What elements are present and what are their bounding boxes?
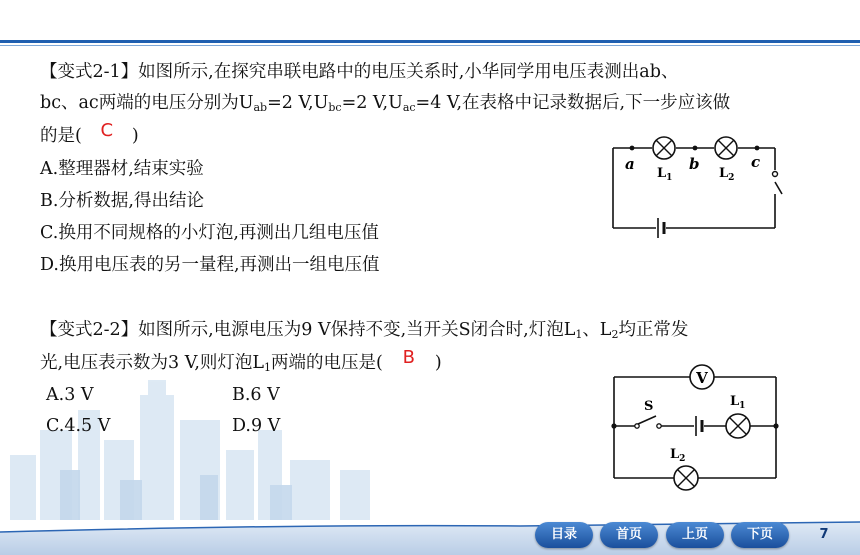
- label-b: b: [689, 155, 700, 173]
- q1-option-b: B.分析数据,得出结论: [40, 191, 204, 211]
- circuit-diagram-2: [604, 360, 790, 495]
- q2-line2-a: 光,电压表示数为3 V,则灯泡L: [40, 353, 265, 373]
- q2-line2-b: 两端的电压是(: [271, 353, 383, 373]
- nav-prev-button[interactable]: 上页: [666, 522, 724, 548]
- voltmeter-icon: [690, 365, 714, 389]
- q1-line2-d: =4 V,在表格中记录数据后,下一步应该做: [415, 93, 731, 113]
- q2-sub-2: 2: [611, 328, 619, 341]
- page-number: 7: [819, 527, 829, 542]
- q1-option-c: C.换用不同规格的小灯泡,再测出几组电压值: [40, 223, 379, 243]
- circuit-diagram-1: [600, 132, 800, 247]
- label-l1: $L_1$: [657, 166, 673, 183]
- nav-next-button[interactable]: 下页: [731, 522, 789, 548]
- label-c: c: [751, 153, 761, 171]
- q1-answer: C: [100, 120, 114, 141]
- q1-line2-a: bc、ac两端的电压分别为U: [40, 93, 254, 113]
- voltmeter-label: V: [696, 369, 708, 387]
- q2-option-a: A.3 V: [46, 385, 94, 405]
- q2-line1-b: 、L: [582, 320, 612, 340]
- q1-line3-a: 的是(: [40, 126, 82, 146]
- nav-home-button[interactable]: 首页: [600, 522, 658, 548]
- q2-option-b: B.6 V: [232, 385, 280, 405]
- q1-line3-b: ): [131, 126, 139, 146]
- nav-contents-button[interactable]: 目录: [535, 522, 593, 548]
- lamp-l2-icon: [715, 137, 737, 159]
- q2-option-c: C.4.5 V: [46, 416, 111, 436]
- lamp-l2-icon: [674, 466, 698, 490]
- q1-line3: [40, 120, 139, 152]
- q2-line1: [40, 315, 688, 346]
- label-a: a: [625, 155, 635, 173]
- q2-line2-c: ): [434, 353, 442, 373]
- q2-sub-1: 1: [575, 328, 583, 341]
- lamp-l1-icon: [726, 414, 750, 438]
- q2-sub-3: 1: [264, 361, 272, 374]
- q2-line1-a: 【变式2-2】如图所示,电源电压为9 V保持不变,当开关S闭合时,灯泡L: [40, 320, 576, 340]
- q2-line2: [40, 347, 442, 379]
- lamp-l1-icon: [653, 137, 675, 159]
- label-s: S: [644, 399, 654, 414]
- q1-line1: 【变式2-1】如图所示,在探究串联电路中的电压关系时,小华同学用电压表测出ab、: [40, 62, 679, 82]
- q1-option-a: A.整理器材,结束实验: [40, 159, 204, 179]
- q1-sub-ac: ac: [402, 101, 416, 114]
- q2-line1-c: 均正常发: [618, 320, 689, 340]
- q2-answer: B: [402, 347, 416, 368]
- label-l2: $L_2$: [719, 166, 735, 183]
- q1-line2-b: =2 V,U: [267, 93, 329, 113]
- q2-option-d: D.9 V: [232, 416, 281, 436]
- label-l1: $L_1$: [730, 394, 746, 411]
- q1-line2: [40, 88, 730, 119]
- q1-option-d: D.换用电压表的另一量程,再测出一组电压值: [40, 255, 380, 275]
- q1-sub-ab: ab: [253, 101, 268, 114]
- label-l2: $L_2$: [670, 447, 686, 464]
- q1-line2-c: =2 V,U: [341, 93, 403, 113]
- q1-sub-bc: bc: [328, 101, 342, 114]
